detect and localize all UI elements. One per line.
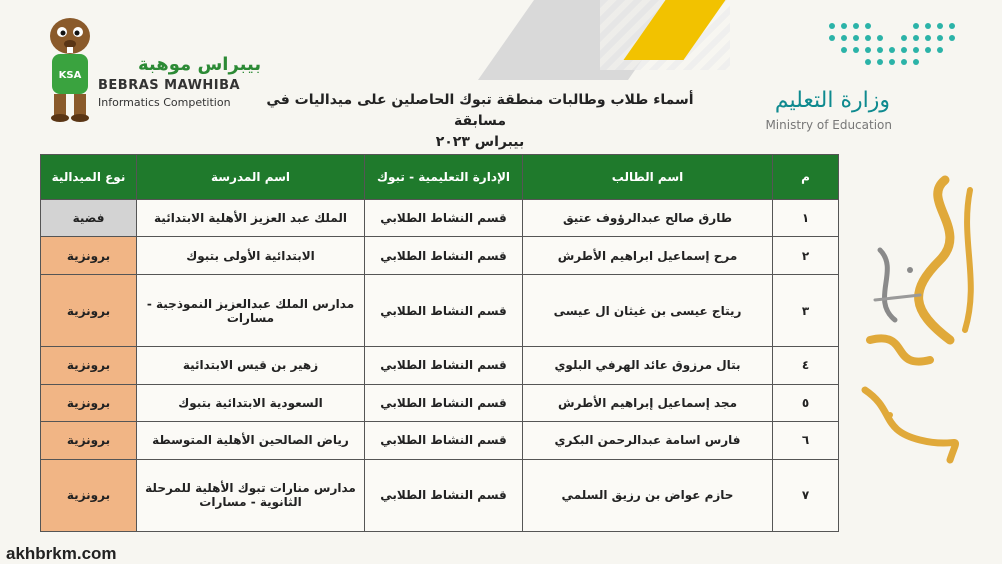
bebras-name-arabic: بيبراس موهبة xyxy=(138,54,262,75)
bebras-name-english: BEBRAS MAWHIBA xyxy=(98,78,241,93)
table-row xyxy=(41,384,839,421)
cell-school: رياض الصالحين الأهلية المتوسطة xyxy=(137,422,365,459)
header-school: اسم المدرسة xyxy=(137,155,365,200)
header-student: اسم الطالب xyxy=(523,155,773,200)
cell-medal: برونزية xyxy=(41,237,137,274)
cell-medal: برونزية xyxy=(41,459,137,531)
page-title xyxy=(260,90,700,153)
table-row xyxy=(41,200,839,237)
cell-student: ريتاج عيسى بن غيثان ال عيسى xyxy=(523,274,773,346)
title-line-1: أسماء طلاب وطالبات منطقة تبوك الحاصلين على ميداليات في مسابقة xyxy=(266,92,694,129)
cell-num: ٤ xyxy=(773,347,839,384)
cell-student: مرح إسماعيل ابراهيم الأطرش xyxy=(523,237,773,274)
bebras-subtitle: Informatics Competition xyxy=(98,96,231,109)
cell-student: مجد إسماعيل إبراهيم الأطرش xyxy=(523,384,773,421)
cell-medal: برونزية xyxy=(41,422,137,459)
cell-admin: قسم النشاط الطلابي xyxy=(365,200,523,237)
cell-medal: برونزية xyxy=(41,274,137,346)
table-header-row xyxy=(41,155,839,200)
cell-student: فارس اسامة عبدالرحمن البكري xyxy=(523,422,773,459)
ministry-name-english: Ministry of Education xyxy=(765,118,892,132)
cell-admin: قسم النشاط الطلابي xyxy=(365,384,523,421)
cell-admin: قسم النشاط الطلابي xyxy=(365,274,523,346)
cell-school: مدارس الملك عبدالعزيز النموذجية - مسارات xyxy=(137,274,365,346)
cell-num: ١ xyxy=(773,200,839,237)
cell-school: مدارس منارات تبوك الأهلية للمرحلة الثانوية - مسارات xyxy=(137,459,365,531)
calligraphy-decoration xyxy=(850,160,990,480)
table-row xyxy=(41,347,839,384)
cell-school: الابتدائية الأولى بتبوك xyxy=(137,237,365,274)
cell-num: ٦ xyxy=(773,422,839,459)
bebras-logo xyxy=(40,14,262,124)
ministry-logo xyxy=(742,12,982,132)
table-row xyxy=(41,459,839,531)
title-line-2: بيبراس ٢٠٢٣ xyxy=(435,134,525,150)
cell-student: طارق صالح عبدالرؤوف عتيق xyxy=(523,200,773,237)
cell-medal: برونزية xyxy=(41,347,137,384)
table-row xyxy=(41,422,839,459)
cell-school: الملك عبد العزيز الأهلية الابتدائية xyxy=(137,200,365,237)
header-admin: الإدارة التعليمية - تبوك xyxy=(365,155,523,200)
cell-medal: برونزية xyxy=(41,384,137,421)
cell-num: ٧ xyxy=(773,459,839,531)
cell-student: بتال مرزوق عائد الهرفي البلوي xyxy=(523,347,773,384)
table-row xyxy=(41,274,839,346)
cell-school: السعودية الابتدائية بتبوك xyxy=(137,384,365,421)
ministry-dots-icon xyxy=(822,16,962,76)
source-watermark: akhbrkm.com xyxy=(6,544,117,563)
cell-num: ٢ xyxy=(773,237,839,274)
cell-num: ٥ xyxy=(773,384,839,421)
cell-admin: قسم النشاط الطلابي xyxy=(365,237,523,274)
cell-school: زهير بن قيس الابتدائية xyxy=(137,347,365,384)
cell-admin: قسم النشاط الطلابي xyxy=(365,347,523,384)
cell-student: حازم عواض بن رزيق السلمي xyxy=(523,459,773,531)
cell-medal: فضية xyxy=(41,200,137,237)
cell-admin: قسم النشاط الطلابي xyxy=(365,459,523,531)
cell-admin: قسم النشاط الطلابي xyxy=(365,422,523,459)
medals-table xyxy=(40,154,839,532)
header-num: م xyxy=(773,155,839,200)
ministry-name-arabic: وزارة التعليم xyxy=(774,88,890,113)
table-row xyxy=(41,237,839,274)
beaver-mascot-icon xyxy=(40,14,100,124)
cell-num: ٣ xyxy=(773,274,839,346)
header-medal: نوع الميدالية xyxy=(41,155,137,200)
shirt-text: KSA xyxy=(58,70,82,81)
